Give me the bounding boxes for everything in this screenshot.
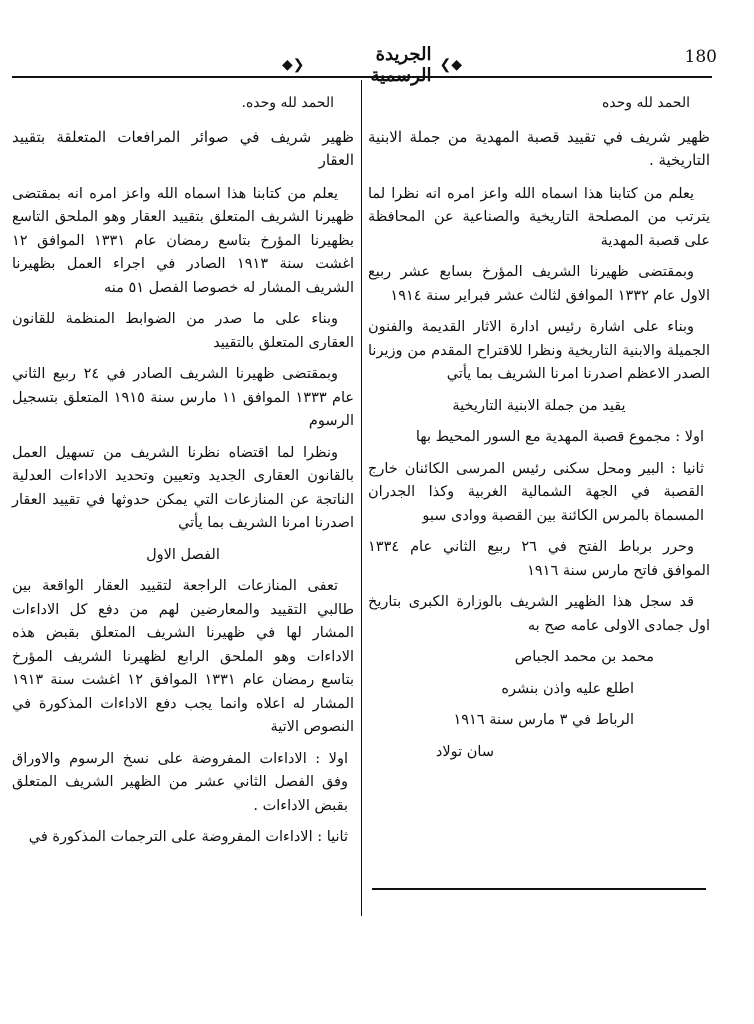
left-column <box>12 92 354 858</box>
end-rule <box>372 888 706 890</box>
left-paragraph-2: وبناء على ما صدر من الضوابط المنظمة للقانون العقارى المتعلق بالتقييد <box>12 311 354 351</box>
left-hamd: الحمد لله وحده. <box>241 95 334 111</box>
resident-signature: سان تولاد <box>435 743 494 760</box>
right-paragraph-3: وبناء على اشارة رئيس ادارة الاثار القديمة والفنون الجميلة والابنية التاريخية ونظرا للاقتراح المقدم من وزيرنا الصدر الاعظم اصدرنا امرنا الشريف بما يأتي <box>368 319 710 382</box>
right-item-1: اولا : مجموع قصبة المهدية مع السور المحيط بها <box>415 429 704 445</box>
left-paragraph-4: ونظرا لما اقتضاه نظرنا الشريف من تسهيل العمل بالقانون العقارى الجديد وتعيين وتحديد الاداءات العدلية الناتجة عن المنازعات التي يمكن حدوثها في تقييد العقار اصدرنا امرنا الشريف بما يأتي <box>12 444 354 531</box>
right-column <box>368 92 710 772</box>
right-hamd: الحمد لله وحده <box>601 95 690 111</box>
right-paragraph-1: يعلم من كتابنا هذا اسماه الله واعز امره انه نظرا لما يترتب من المصلحة التاريخية والصناعية عن المحافظة على قصبة المهدية <box>368 185 710 249</box>
right-dated: وحرر برباط الفتح في ٢٦ ربيع الثاني عام ١٣٣٤ الموافق فاتح مارس سنة ١٩١٦ <box>368 539 710 579</box>
left-dahir-title: ظهير شريف في صوائر المرافعات المتعلقة بتقييد العقار <box>12 127 354 169</box>
masthead <box>282 44 462 86</box>
right-intro: يقيد من جملة الابنية التاريخية <box>452 397 626 414</box>
place-date: الرباط في ٣ مارس سنة ١٩١٦ <box>453 712 634 728</box>
right-registered: قد سجل هذا الظهير الشريف بالوزارة الكبرى بتاريخ اول جمادى الاولى عامه صح به <box>368 594 710 634</box>
masthead-title: الجريدة الرسمية <box>370 44 432 86</box>
right-dahir-title: ظهير شريف في تقييد قصبة المهدية من جملة الابنية التاريخية . <box>368 127 710 169</box>
chapter-heading: الفصل الاول <box>146 546 220 563</box>
left-paragraph-3: وبمقتضى ظهيرنا الشريف الصادر في ٢٤ ربيع الثاني عام ١٣٣٣ الموافق ١١ مارس سنة ١٩١٥ المتعلق بتسجيل الرسوم <box>12 366 355 429</box>
right-paragraph-2: وبمقتضى ظهيرنا الشريف المؤرخ بسابع عشر ربيع الاول عام ١٣٣٢ الموافق لثالث عشر فبراير سنة ١٩١٤ <box>368 264 710 304</box>
signatory-name: محمد بن محمد الجباص <box>514 649 654 665</box>
left-item-2: ثانيا : الاداءات المفروضة على الترجمات المذكورة في <box>28 829 348 845</box>
header-rule <box>12 76 712 78</box>
column-divider <box>361 80 362 916</box>
left-paragraph-5: تعفى المنازعات الراجعة لتقييد العقار الواقعة بين طالبي التقييد والمعارضين لهم من دفع كل الاداءات المشار لها في ظهيرنا الشريف المتعلق بقبض هذه الاداءات وهو الملحق الرابع لظهيرنا الشريف المؤرخ بتاسع رمضان عام ١٣٣١ الموافق ١٢ اغشت سنة ١٩١٣ المشار له اعلاه وانما يجب دفع الاداءات المذكورة في النصوص الاتية <box>12 578 354 735</box>
ornament-left-icon: ◆❯ <box>282 57 305 73</box>
page-number: 180 <box>684 47 717 67</box>
left-item-1: اولا : الاداءات المفروضة على نسخ الرسوم والاوراق وفق الفصل الثاني عشر من الظهير الشريف المتعلق بقبض الاداءات . <box>12 750 348 814</box>
right-item-2: ثانيا : البير ومحل سكنى رئيس المرسى الكائنان خارج القصبة في الجهة الشمالية الغربية وكذا الجدران المسماة بالمرس الكائنة بين القصبة ووادى سبو <box>368 460 704 524</box>
approval-note: اطلع عليه واذن بنشره <box>501 680 634 697</box>
left-paragraph-1: يعلم من كتابنا هذا اسماه الله واعز امره انه بمقتضى ظهيرنا الشريف المتعلق بتقييد العقار وهو الملحق التاسع بظهيرنا المؤرخ بتاسع رمضان عام ١٣٣١ الموافق ١٢ اغشت سنة ١٩١٣ الصادر في اجراء العمل بظهيرنا الشريف المشار له خصوصا الفصل ٥١ منه <box>12 185 354 296</box>
ornament-right-icon: ❮◆ <box>439 57 462 73</box>
page-header <box>12 40 717 86</box>
